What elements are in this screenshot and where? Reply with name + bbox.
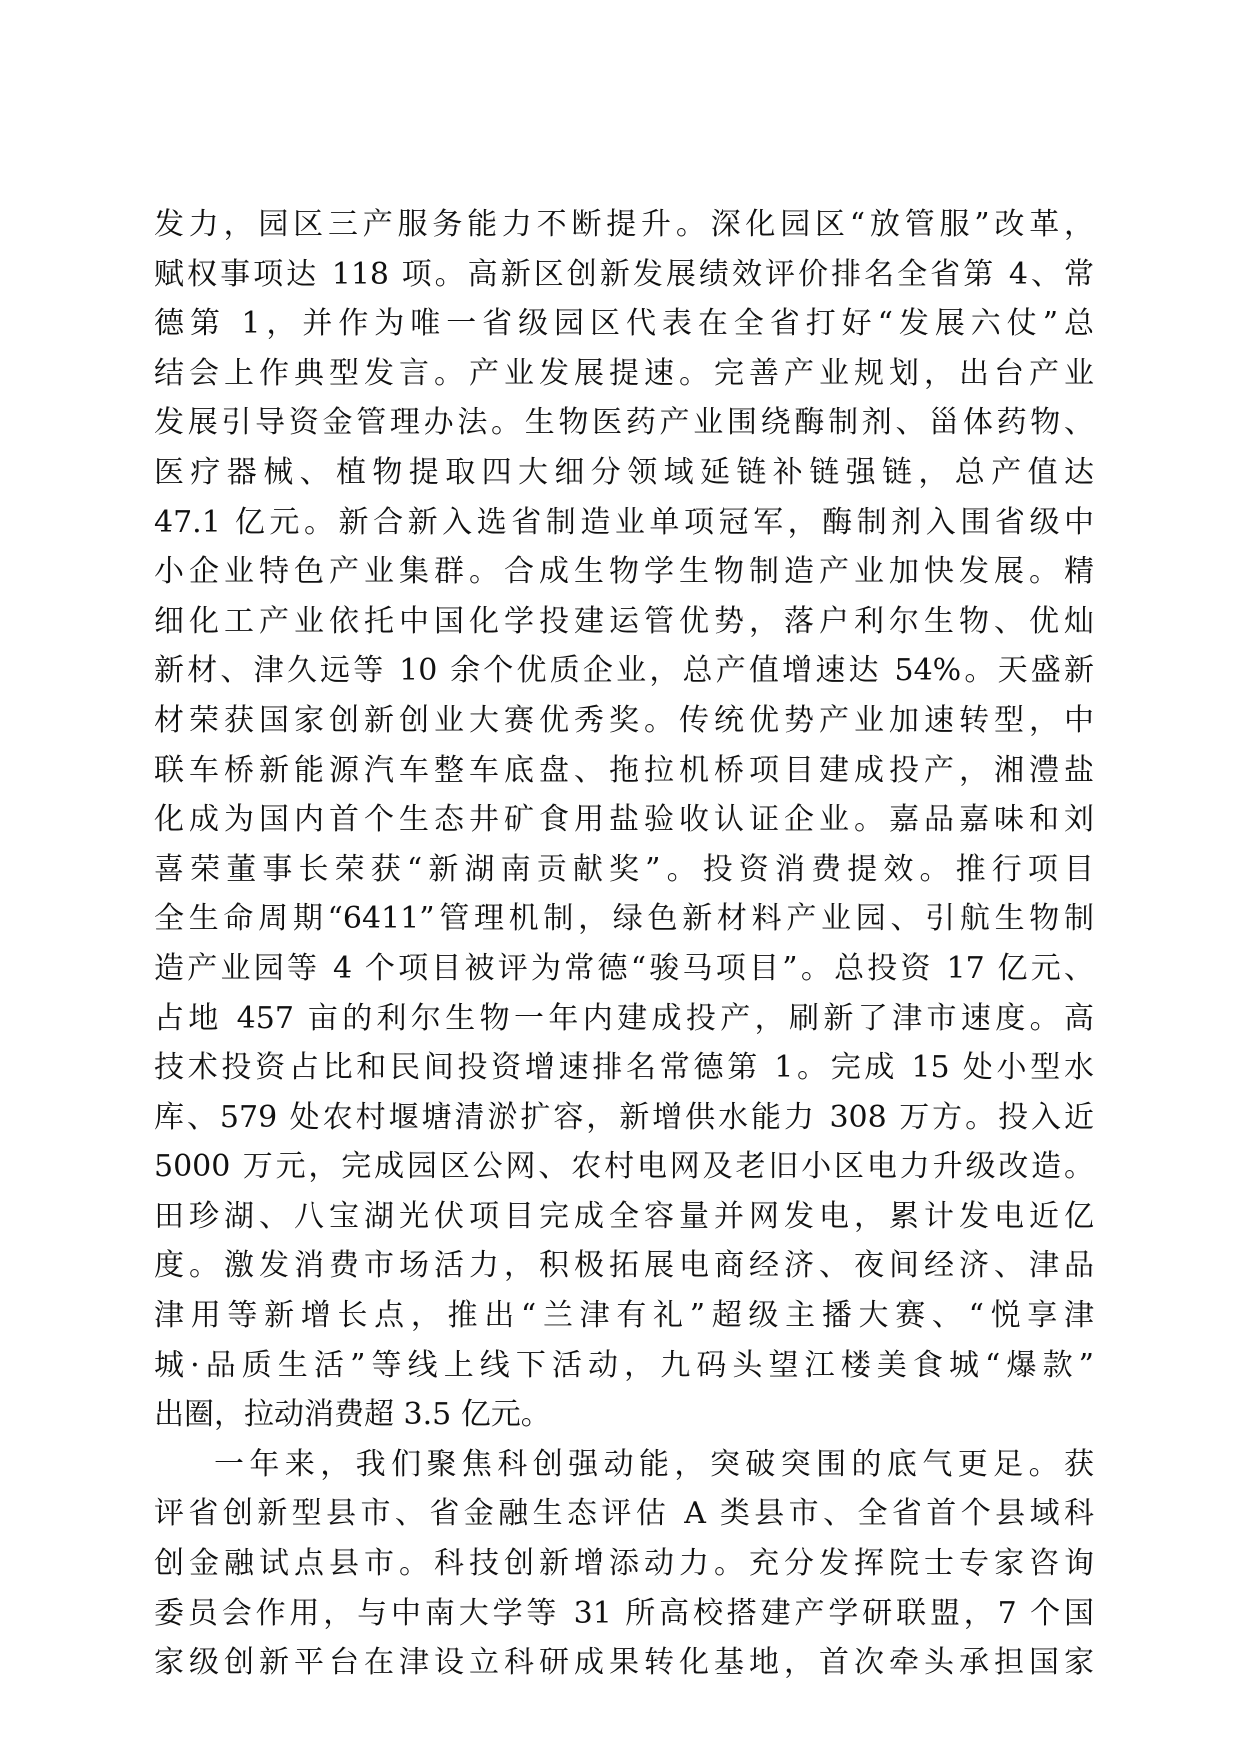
text-line: 占地 457 亩的利尔生物一年内建成投产，刷新了津市速度。高 (154, 1000, 1094, 1036)
text-line: 发展引导资金管理办法。生物医药产业围绕酶制剂、甾体药物、 (154, 405, 1094, 441)
text-line: 德第 1，并作为唯一省级园区代表在全省打好“发展六仗”总 (154, 306, 1094, 342)
text-line: 造产业园等 4 个项目被评为常德“骏马项目”。总投资 17 亿元、 (154, 950, 1094, 986)
text-line: 田珍湖、八宝湖光伏项目完成全容量并网发电，累计发电近亿 (154, 1198, 1094, 1234)
text-line: 技术投资占比和民间投资增速排名常德第 1。完成 15 处小型水 (154, 1050, 1094, 1086)
text-line: 全生命周期“6411”管理机制，绿色新材料产业园、引航生物制 (154, 901, 1094, 937)
text-line: 结会上作典型发言。产业发展提速。完善产业规划，出台产业 (154, 355, 1094, 391)
text-line: 委员会作用，与中南大学等 31 所高校搭建产学研联盟，7 个国 (154, 1595, 1094, 1631)
text-line: 库、579 处农村堰塘清淤扩容，新增供水能力 308 万方。投入近 (154, 1099, 1094, 1135)
text-line: 评省创新型县市、省金融生态评估 A 类县市、全省首个县域科 (154, 1496, 1094, 1532)
body-text (154, 200, 1094, 1688)
text-line: 津用等新增长点，推出“兰津有礼”超级主播大赛、“悦享津 (154, 1298, 1094, 1334)
text-line: 小企业特色产业集群。合成生物学生物制造产业加快发展。精 (154, 554, 1094, 590)
text-line: 喜荣董事长荣获“新湖南贡献奖”。投资消费提效。推行项目 (154, 851, 1094, 887)
text-line: 度。激发消费市场活力，积极拓展电商经济、夜间经济、津品 (154, 1248, 1094, 1284)
text-line: 一年来，我们聚焦科创强动能，突破突围的底气更足。获 (214, 1446, 1094, 1482)
text-line: 47.1 亿元。新合新入选省制造业单项冠军，酶制剂入围省级中 (154, 504, 1094, 540)
paragraph-2 (154, 1440, 1094, 1688)
paragraph-1 (154, 200, 1094, 1440)
text-line: 发力，园区三产服务能力不断提升。深化园区“放管服”改革， (154, 207, 1094, 242)
text-line: 医疗器械、植物提取四大细分领域延链补链强链，总产值达 (154, 454, 1094, 490)
text-line: 5000 万元，完成园区公网、农村电网及老旧小区电力升级改造。 (154, 1149, 1094, 1185)
text-line: 赋权事项达 118 项。高新区创新发展绩效评价排名全省第 4、常 (154, 256, 1094, 292)
text-line: 城·品质生活”等线上线下活动，九码头望江楼美食城“爆款” (154, 1347, 1094, 1383)
text-line: 出圈，拉动消费超 3.5 亿元。 (154, 1397, 551, 1433)
text-line: 联车桥新能源汽车整车底盘、拖拉机桥项目建成投产，湘澧盐 (154, 752, 1094, 788)
text-line: 新材、津久远等 10 余个优质企业，总产值增速达 54%。天盛新 (154, 653, 1094, 689)
text-line: 家级创新平台在津设立科研成果转化基地，首次牵头承担国家 (154, 1645, 1094, 1681)
text-line: 材荣获国家创新创业大赛优秀奖。传统优势产业加速转型，中 (154, 702, 1094, 738)
text-line: 细化工产业依托中国化学投建运管优势，落户利尔生物、优灿 (154, 603, 1094, 639)
text-line: 创金融试点县市。科技创新增添动力。充分发挥院士专家咨询 (154, 1546, 1094, 1582)
text-line: 化成为国内首个生态井矿食用盐验收认证企业。嘉品嘉味和刘 (154, 802, 1094, 838)
